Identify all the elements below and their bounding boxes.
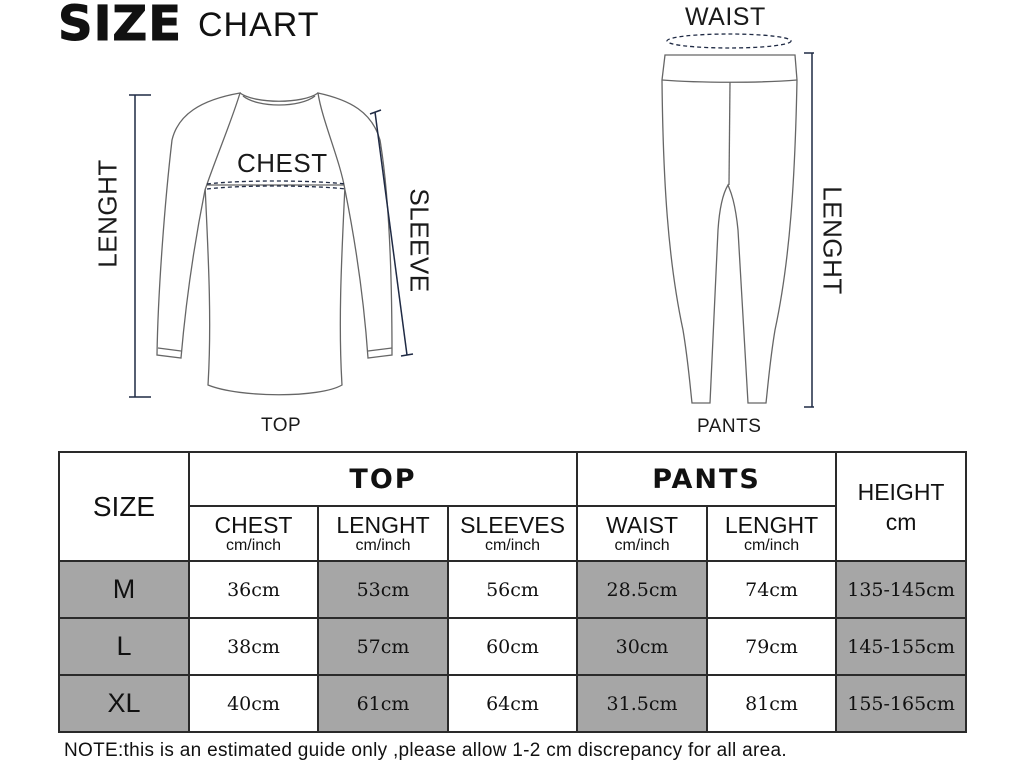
height-header-label: HEIGHT: [857, 478, 945, 505]
waist-measure-line: [667, 34, 791, 48]
chest-cell: 40cm: [189, 675, 318, 732]
top-length-measure-line: [129, 95, 151, 397]
height-unit-label: cm: [885, 508, 917, 535]
pants-header: PANTS: [577, 452, 836, 506]
size-table: [58, 451, 967, 733]
waist-label: WAIST: [685, 3, 766, 31]
height-header: [836, 452, 966, 561]
height-cell: 145-155cm: [836, 618, 966, 675]
pants-length-cell: 74cm: [707, 561, 836, 618]
top-length-cell: 57cm: [318, 618, 448, 675]
size-header: SIZE: [59, 452, 189, 561]
sleeves-column-header: [448, 506, 577, 561]
pants-length-cell: 81cm: [707, 675, 836, 732]
size-cell: XL: [59, 675, 189, 732]
table-row: [59, 561, 966, 618]
column-name: CHEST: [214, 511, 293, 538]
sleeves-cell: 64cm: [448, 675, 577, 732]
column-unit: cm/inch: [355, 536, 411, 554]
top-length-cell: 61cm: [318, 675, 448, 732]
pants-length-label: LENGHT: [817, 186, 848, 295]
sleeves-cell: 60cm: [448, 618, 577, 675]
chest-label: CHEST: [237, 148, 328, 178]
sleeves-cell: 56cm: [448, 561, 577, 618]
chest-cell: 38cm: [189, 618, 318, 675]
column-unit: cm/inch: [743, 536, 800, 554]
pants-illustration: [662, 55, 797, 403]
pants-length-cell: 79cm: [707, 618, 836, 675]
column-name: LENGHT: [336, 511, 430, 538]
size-cell: L: [59, 618, 189, 675]
waist-column-header: [577, 506, 707, 561]
chest-column-header: [189, 506, 318, 561]
column-name: WAIST: [606, 511, 679, 538]
table-subheader-row: [59, 506, 966, 561]
title-size: SIZE: [58, 0, 183, 52]
table-header-row: [59, 452, 966, 506]
sleeve-label: SLEEVE: [404, 188, 435, 293]
top-shirt-illustration: [157, 93, 392, 395]
top-header: TOP: [189, 452, 577, 506]
column-name: LENGHT: [724, 511, 819, 538]
height-cell: 135-145cm: [836, 561, 966, 618]
chest-cell: 36cm: [189, 561, 318, 618]
waist-cell: 30cm: [577, 618, 707, 675]
title-chart: CHART: [198, 6, 320, 44]
column-unit: cm/inch: [225, 536, 282, 554]
pants-length-column-header: [707, 506, 836, 561]
column-unit: cm/inch: [484, 536, 541, 554]
waist-cell: 31.5cm: [577, 675, 707, 732]
table-row: [59, 675, 966, 732]
top-length-label: LENGHT: [92, 159, 123, 268]
disclaimer-note: NOTE:this is an estimated guide only ,please allow 1-2 cm discrepancy for all area.: [64, 740, 787, 761]
top-caption: TOP: [261, 415, 302, 436]
pants-caption: PANTS: [697, 416, 762, 437]
pants-length-measure-line: [804, 53, 814, 407]
column-unit: cm/inch: [614, 536, 670, 554]
waist-cell: 28.5cm: [577, 561, 707, 618]
top-length-cell: 53cm: [318, 561, 448, 618]
table-row: [59, 618, 966, 675]
top-length-column-header: [318, 506, 448, 561]
column-name: SLEEVES: [460, 511, 565, 538]
height-cell: 155-165cm: [836, 675, 966, 732]
size-cell: M: [59, 561, 189, 618]
